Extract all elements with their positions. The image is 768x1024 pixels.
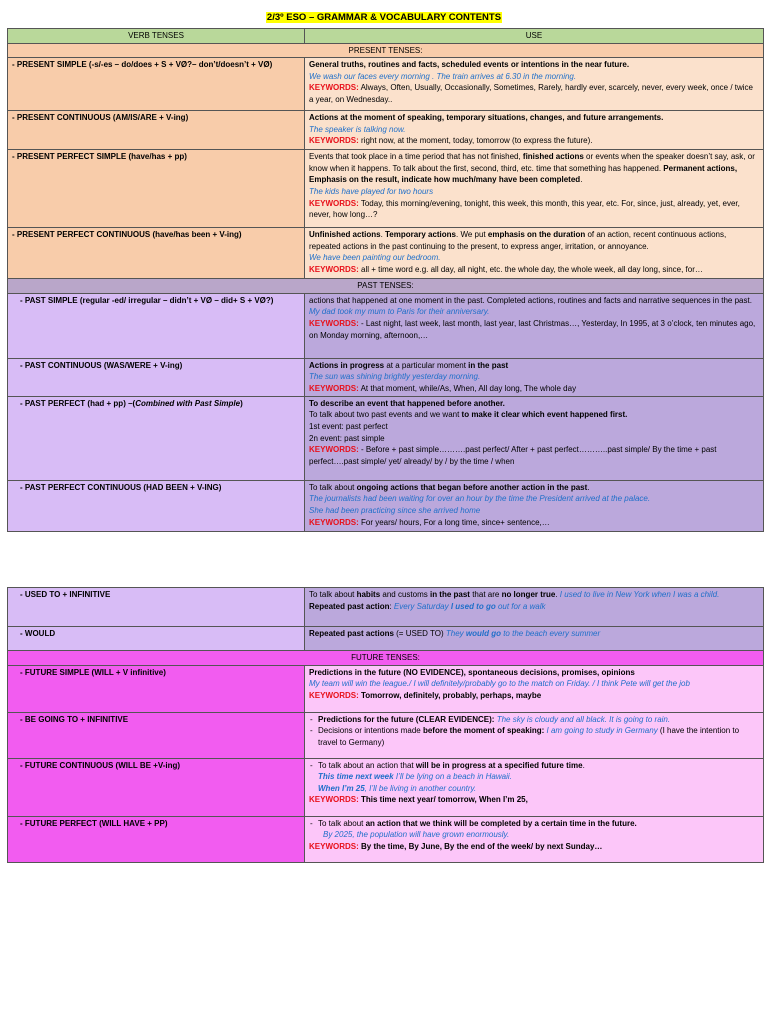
use-would: Repeated past actions (= USED TO) They would go to the beach every summer — [305, 627, 764, 651]
row-going-to — [8, 712, 764, 758]
tense-past-simple: - PAST SIMPLE (regular -ed/ irregular – didn’t + VØ – did+ S + VØ?) — [8, 293, 305, 358]
use-past-continuous: Actions in progress at a particular moment in the past The sun was shining brightly yesterday morning. KEYWORDS: At that moment, while/As, When, All day long, The whole day — [305, 358, 764, 396]
example-past-continuous: The sun was shining brightly yesterday morning. — [309, 372, 481, 382]
tense-past-continuous: - PAST CONTINUOUS (WAS/WERE + V-ing) — [8, 358, 305, 396]
section-past-tenses: PAST TENSES: — [8, 279, 764, 294]
use-past-perfect: To describe an event that happened before another. To talk about two past events and we want to make it clear which event happened first. 1st event: past perfect 2n event: past simple KEYWORDS: - Before + past simple……….past perfect/ After + past perfect………..past simple/ By the time + past perfect….past simple/ yet/ already/ by / by the time / when — [305, 396, 764, 480]
keywords-label: KEYWORDS: — [309, 795, 359, 805]
example-past-simple: My dad took my mum to Paris for their anniversary. — [309, 307, 490, 317]
use-future-perfect: - To talk about an action that we think will be completed by a certain time in the future. By 2025, the population will have grown enormously. KEYWORDS: By the time, By June, By the end of the week/ by next Sunday… — [305, 816, 764, 862]
keywords-label: KEYWORDS: — [309, 136, 359, 146]
tense-future-simple: - FUTURE SIMPLE (WILL + V infinitive) — [8, 665, 305, 712]
keywords-label: KEYWORDS: — [309, 83, 359, 93]
tense-past-perfect: - PAST PERFECT (had + pp) –(Combined with Past Simple) — [8, 396, 305, 480]
use-used-to: To talk about habits and customs in the past that are no longer true. I used to live in New York when I was a child. Repeated past action: Every Saturday I used to go out for a walk — [305, 588, 764, 627]
row-present-perfect-simple — [8, 150, 764, 228]
use-present-simple: General truths, routines and facts, scheduled events or intentions in the near future. We wash our faces every morning . The train arrives at 6.30 in the morning. KEYWORDS: Always, Often, Usually, Occasionally, Sometimes, Rarely, hardly ever, scarcely, never, every week, once / twice a year, on Wednesday.. — [305, 58, 764, 111]
example-past-perfect-continuous-2: She had been practicing since she arrived home — [309, 505, 481, 515]
row-present-continuous — [8, 111, 764, 150]
row-future-continuous — [8, 758, 764, 816]
section-row-past — [8, 279, 764, 294]
keywords-label: KEYWORDS: — [309, 445, 359, 455]
document-title: 2/3º ESO – GRAMMAR & VOCABULARY CONTENTS — [266, 12, 502, 23]
tense-going-to: - BE GOING TO + INFINITIVE — [8, 712, 305, 758]
tenses-table-habits-future — [7, 587, 764, 863]
row-present-perfect-continuous — [8, 228, 764, 279]
use-present-continuous: Actions at the moment of speaking, temporary situations, changes, and future arrangements. The speaker is talking now. KEYWORDS: right now, at the moment, today, tomorrow (to express the future). — [305, 111, 764, 150]
row-past-simple — [8, 293, 764, 358]
use-past-perfect-continuous: To talk about ongoing actions that began before another action in the past. The journalists had been waiting for over an hour by the time the President arrived at the palace. She had been practicing since she arrived home KEYWORDS: For years/ hours, For a long time, since+ sentence,… — [305, 480, 764, 531]
keywords-label: KEYWORDS: — [309, 690, 359, 700]
example-future-perfect: By 2025, the population will have grown enormously. — [323, 830, 510, 840]
tense-future-perfect: - FUTURE PERFECT (WILL HAVE + PP) — [8, 816, 305, 862]
example-present-perfect-continuous: We have been painting our bedroom. — [309, 253, 441, 263]
section-row-present — [8, 43, 764, 58]
tenses-table-present-past — [7, 28, 764, 532]
row-past-continuous — [8, 358, 764, 396]
example-past-perfect-continuous: The journalists had been waiting for over an hour by the time the President arrived at the palace. — [309, 494, 651, 504]
row-used-to — [8, 588, 764, 627]
row-future-simple — [8, 665, 764, 712]
header-use: USE — [305, 29, 764, 44]
table-header-row — [8, 29, 764, 44]
example-present-perfect-simple: The kids have played for two hours — [309, 186, 434, 196]
row-past-perfect-continuous — [8, 480, 764, 531]
example-present-continuous: The speaker is talking now. — [309, 124, 406, 134]
keywords-label: KEYWORDS: — [309, 383, 359, 393]
keywords-label: KEYWORDS: — [309, 264, 359, 274]
row-future-perfect — [8, 816, 764, 862]
keywords-label: KEYWORDS: — [309, 517, 359, 527]
example-future-simple: My team will win the league./ I will definitely/probably go to the match on Friday. / I think Pete will get the job — [309, 679, 690, 689]
tense-future-continuous: - FUTURE CONTINUOUS (WILL BE +V-ing) — [8, 758, 305, 816]
section-present-tenses: PRESENT TENSES: — [8, 43, 764, 58]
tense-present-perfect-continuous: - PRESENT PERFECT CONTINUOUS (have/has been + V-ing) — [8, 228, 305, 279]
tense-used-to: - USED TO + INFINITIVE — [8, 588, 305, 627]
header-verb-tenses: VERB TENSES — [8, 29, 305, 44]
use-present-perfect-continuous: Unfinished actions. Temporary actions. We put emphasis on the duration of an action, recent continuous actions, repeated actions in the past continuing to the present, to express anger, irritation, or annoyance. We have been painting our bedroom. KEYWORDS: all + time word e.g. all day, all night, etc. the whole day, the whole week, all day long, since, for… — [305, 228, 764, 279]
tense-would: - WOULD — [8, 627, 305, 651]
row-present-simple — [8, 58, 764, 111]
use-going-to — [305, 712, 764, 758]
example-used-to: I used to live in New York when I was a child. — [559, 590, 720, 599]
use-present-perfect-simple: Events that took place in a time period that has not finished, finished actions or events when the speaker doesn’t say, ask, or know when it happens. To talk about the first, second, third, etc. time that something has happened. Permanent actions, Emphasis on the result, indicate how much/many have been completed. The kids have played for two hours KEYWORDS: Today, this morning/evening, tonight, this week, this month, this year, etc. For, since, just, already, yet, ever, never, how long…? — [305, 150, 764, 228]
tense-present-continuous: - PRESENT CONTINUOUS (AM/IS/ARE + V-ing) — [8, 111, 305, 150]
keywords-label: KEYWORDS: — [309, 841, 359, 851]
row-would — [8, 627, 764, 651]
going-to-item: - Predictions for the future (CLEAR EVIDENCE): The sky is cloudy and all black. It is going to rain. — [309, 714, 759, 726]
keywords-label: KEYWORDS: — [309, 318, 359, 328]
going-to-item: - Decisions or intentions made before the moment of speaking: I am going to study in Germany (I have the intention to travel to Germany) — [309, 725, 759, 748]
tense-present-perfect-simple: - PRESENT PERFECT SIMPLE (have/has + pp) — [8, 150, 305, 228]
use-future-simple: Predictions in the future (NO EVIDENCE), spontaneous decisions, promises, opinions My team will win the league./ I will definitely/probably go to the match on Friday. / I think Pete will get the job KEYWORDS: Tomorrow, definitely, probably, perhaps, maybe — [305, 665, 764, 712]
tense-present-simple: - PRESENT SIMPLE (-s/-es – do/does + S + VØ?– don’t/doesn’t + VØ) — [8, 58, 305, 111]
section-future-tenses: FUTURE TENSES: — [8, 651, 764, 666]
use-past-simple: actions that happened at one moment in the past. Completed actions, routines and facts and narrative sequences in the past. My dad took my mum to Paris for their anniversary. KEYWORDS: - Last night, last week, last month, last year, last Christmas…, Yesterday, In 1995, at 3 o’clock, ten minutes ago, on Monday morning, afternoon,… — [305, 293, 764, 358]
example-present-simple: We wash our faces every morning . The train arrives at 6.30 in the morning. — [309, 71, 577, 81]
section-row-future — [8, 651, 764, 666]
row-past-perfect — [8, 396, 764, 480]
keywords-label: KEYWORDS: — [309, 198, 359, 208]
tense-past-perfect-continuous: - PAST PERFECT CONTINUOUS (HAD BEEN + V-ING) — [8, 480, 305, 531]
use-future-continuous: - To talk about an action that will be in progress at a specified future time. This time next week I’ll be lying on a beach in Hawaii. When I’m 25, I’ll be living in another country. KEYWORDS: This time next year/ tomorrow, When I’m 25, — [305, 758, 764, 816]
